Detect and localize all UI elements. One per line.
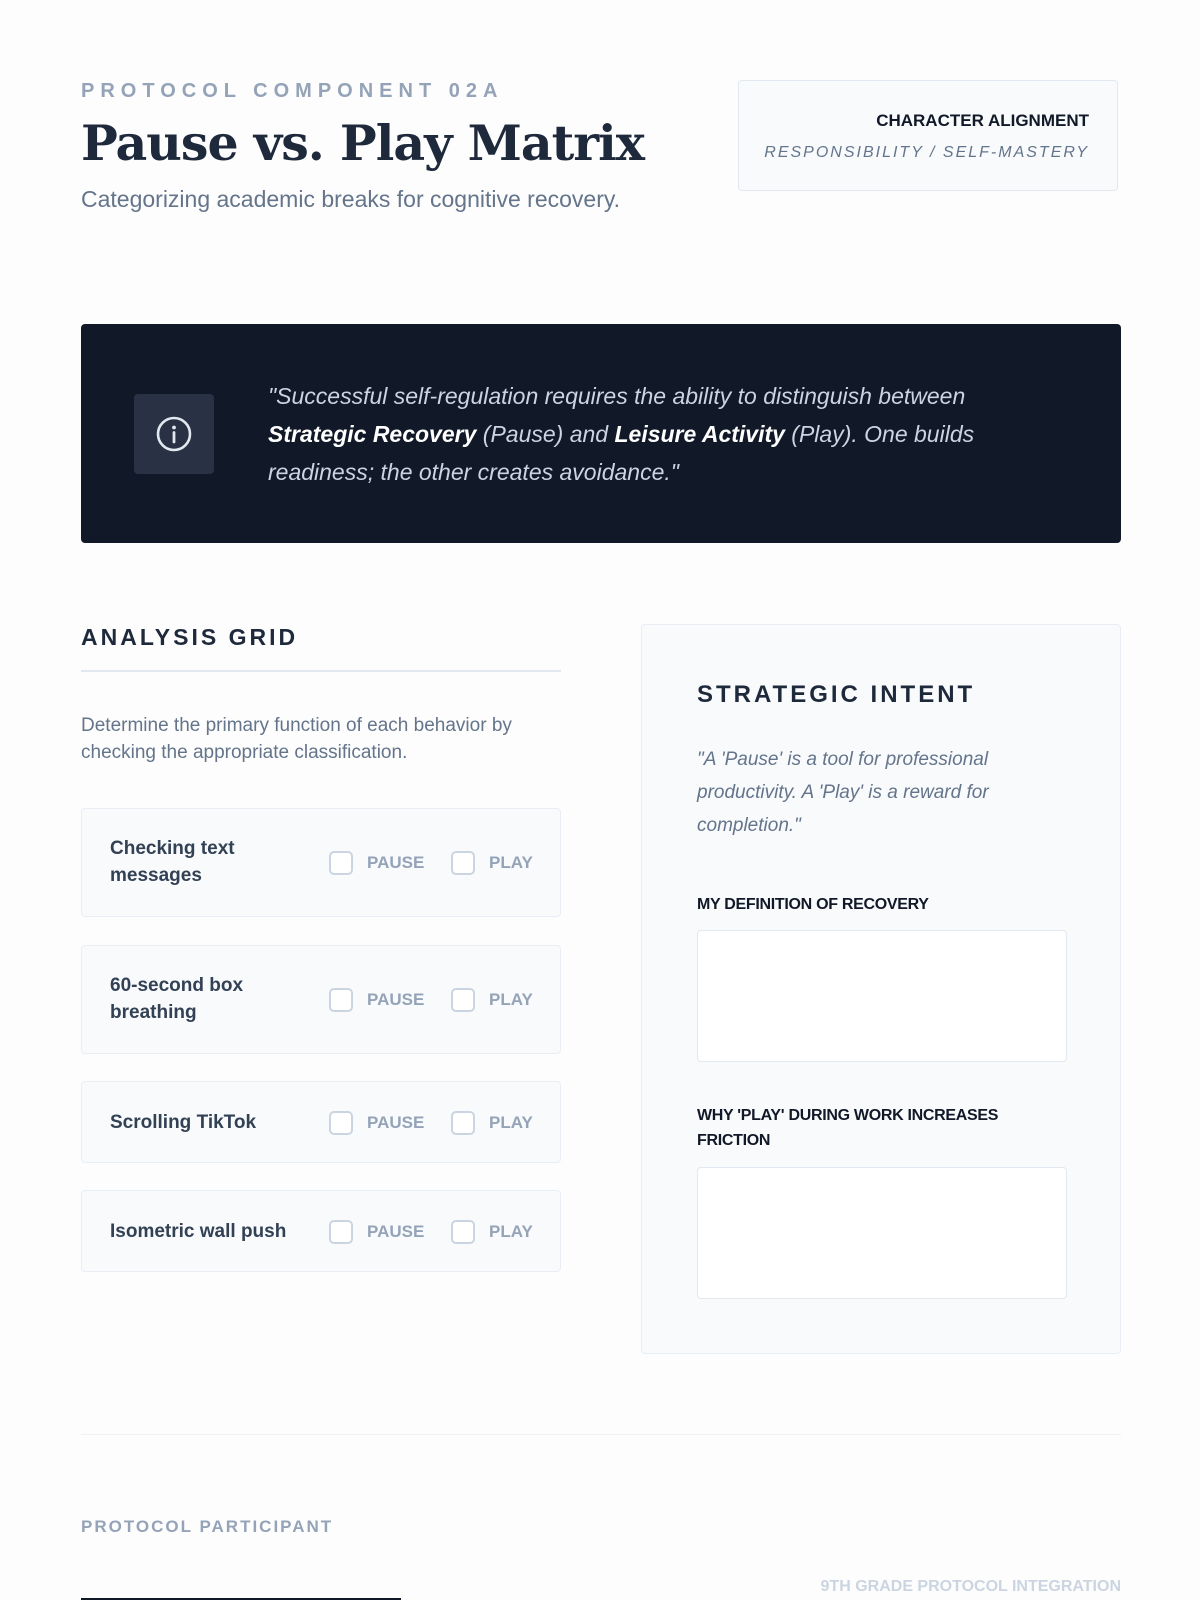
strategic-intent-heading: STRATEGIC INTENT: [697, 681, 976, 708]
behavior-row: [81, 808, 561, 917]
pause-label: PAUSE: [367, 1113, 425, 1132]
behavior-row: [81, 1081, 561, 1163]
quote-term-strategic-recovery: Strategic Recovery: [268, 421, 477, 447]
play-label: PLAY: [489, 990, 533, 1009]
pause-checkbox[interactable]: [329, 851, 353, 875]
pause-label: PAUSE: [367, 1222, 425, 1241]
behavior-row: [81, 945, 561, 1054]
behavior-label: 60-second box breathing: [110, 975, 244, 1023]
play-label: PLAY: [489, 1113, 533, 1132]
character-alignment-card: [738, 80, 1118, 191]
pause-checkbox[interactable]: [329, 988, 353, 1012]
info-icon: [134, 394, 214, 474]
page-title: Pause vs. Play Matrix: [81, 114, 644, 172]
quote-text-part: (Pause) and: [476, 421, 615, 447]
analysis-grid-heading: ANALYSIS GRID: [81, 624, 299, 650]
pause-checkbox[interactable]: [329, 1111, 353, 1135]
analysis-grid-instructions: Determine the primary function of each behavior by checking the appropriate classification.: [81, 715, 512, 763]
divider: [81, 1434, 1121, 1435]
page-subtitle: Categorizing academic breaks for cognitive recovery.: [81, 186, 621, 212]
play-label: PLAY: [489, 853, 533, 872]
behavior-label: Checking text messages: [110, 838, 235, 886]
participant-label: PROTOCOL PARTICIPANT: [81, 1517, 334, 1536]
character-alignment-values: RESPONSIBILITY / SELF-MASTERY: [764, 144, 1089, 161]
play-label: PLAY: [489, 1222, 533, 1241]
play-checkbox[interactable]: [451, 1220, 475, 1244]
play-friction-field[interactable]: [697, 1167, 1067, 1299]
quote-banner: [81, 324, 1121, 543]
behavior-label: Scrolling TikTok: [110, 1112, 257, 1133]
recovery-definition-field[interactable]: [697, 930, 1067, 1062]
play-checkbox[interactable]: [451, 851, 475, 875]
quote-term-leisure-activity: Leisure Activity: [614, 421, 785, 447]
pause-label: PAUSE: [367, 853, 425, 872]
character-alignment-title: CHARACTER ALIGNMENT: [876, 111, 1089, 130]
play-checkbox[interactable]: [451, 988, 475, 1012]
play-checkbox[interactable]: [451, 1111, 475, 1135]
banner-quote: [268, 377, 1068, 491]
pause-checkbox[interactable]: [329, 1220, 353, 1244]
divider: [81, 670, 561, 672]
play-friction-label: WHY 'PLAY' DURING WORK INCREASES FRICTION: [697, 1107, 999, 1149]
strategic-intent-panel: [641, 624, 1121, 1354]
footer-note: 9TH GRADE PROTOCOL INTEGRATION: [820, 1578, 1121, 1595]
behavior-row: [81, 1190, 561, 1272]
worksheet-page: [81, 0, 1121, 1600]
quote-text-part: "Successful self-regulation requires the ability to distinguish between: [268, 383, 966, 409]
recovery-definition-label: MY DEFINITION OF RECOVERY: [697, 896, 929, 913]
quote-text-part: (Play). One builds readiness; the other creates avoidance.": [268, 421, 975, 485]
protocol-eyebrow: PROTOCOL COMPONENT 02A: [81, 80, 504, 102]
pause-label: PAUSE: [367, 990, 425, 1009]
strategic-intent-quote: "A 'Pause' is a tool for professional productivity. A 'Play' is a reward for completion.": [697, 749, 989, 836]
behavior-label: Isometric wall push: [110, 1221, 287, 1242]
